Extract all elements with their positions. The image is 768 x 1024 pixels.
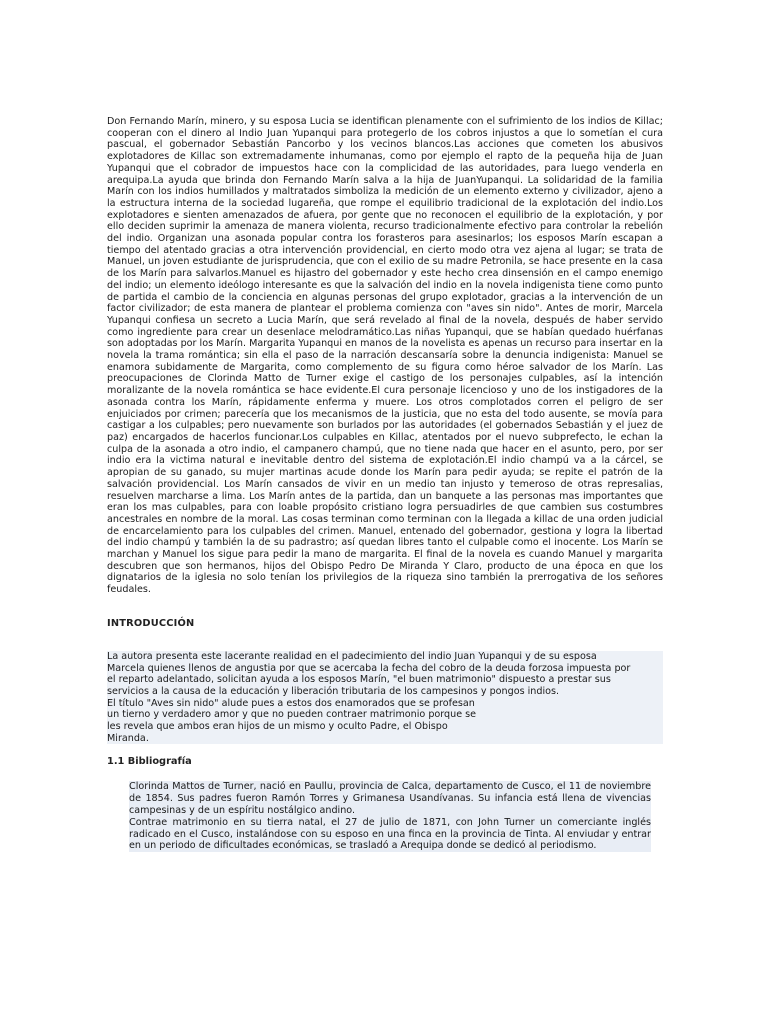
intro-line: Marcela quienes llenos de angustia por que se acercaba la fecha del cobro de la deuda forzosa impuesta por [107, 662, 631, 674]
intro-line: La autora presenta este lacerante realidad en el padecimiento del indio Juan Yupanqui y de su esposa [107, 650, 597, 662]
bibliography-heading: 1.1 Bibliografía [107, 756, 192, 768]
bibliography-paragraph: Contrae matrimonio en su tierra natal, el 27 de julio de 1871, con John Turner un comerciante inglés radicado en el Cusco, instalándose con su esposo en una finca en la provincia de Tinta. Al enviudar y entrar en un periodo de dificultades económicas, se trasladó a Arequipa donde se dedicó al periodismo. [129, 816, 651, 852]
intro-line: el reparto adelantado, solicitan ayuda a los esposos Marín, "el buen matrimonio" dispuesto a prestar sus [107, 674, 611, 686]
bibliography-paragraph: Clorinda Mattos de Turner, nació en Paullu, provincia de Calca, departamento de Cusco, el 11 de noviembre de 1854. Sus padres fueron Ramón Torres y Grimanesa Usandívanas. Su infancia está llena de vivencias campesinas y de un espíritu nostálgico andino. [129, 781, 651, 817]
intro-heading: INTRODUCCIÓN [107, 617, 195, 629]
intro-paragraph [107, 651, 663, 745]
main-paragraph: Don Fernando Marín, minero, y su esposa Lucia se identifican plenamente con el sufrimiento de los indios de Killac; cooperan con el dinero al Indio Juan Yupanqui para protegerlo de los cobros injustos a que lo sometían el cura pascual, el gobernador Sebastián Pancorbo y los vecinos blancos.Las acciones que cometen los abusivos explotadores de Killac son extremadamente inhumanas, como por ejemplo el rapto de la pequeña hija de Juan Yupanqui que el cobrador de impuestos hace con la complicidad de las autoridades, para luego venderla en arequipa.La ayuda que brinda don Fernando Marín salva a la hija de JuanYupanqui. La solidaridad de la familia Marín con los indios humillados y maltratados simboliza la medición de un elemento externo y civilizador, ajeno a la estructura interna de la sociedad lugareña, que rompe el equilibrio tradicional de la explotación del indio.Los explotadores e sienten amenazados de afuera, por gente que no reconocen el equilibrio de la explotación, y por ello deciden suprimir la amenaza de manera violenta, recurso tradicionalmente efectivo para controlar la rebelión del indio. Organizan una asonada popular contra los forasteros para asesinarlos; los esposos Marín escapan a tiempo del atentado gracias a otra intervención providencial, en cierto modo otra vez ajena al lugar; se trata de Manuel, un joven estudiante de jurisprudencia, que con el exilio de su madre Petronila, se hace presente en la casa de los Marín para salvarlos.Manuel es hijastro del gobernador y este hecho crea dinsensión en el campo enemigo del indio; un elemento ideólogo interesante es que la salvación del indio en la novela indigenista tiene como punto de partida el cambio de la conciencia en algunas personas del grupo explotador, gracias a la intervención de un factor civilizador; de esta manera de plantear el problema comienza con "aves sin nido". Antes de morir, Marcela Yupanqui confiesa un secreto a Lucia Marín, que será revelado al final de la novela, después de haber servido como ingrediente para crear un desenlace melodramático.Las niñas Yupanqui, que se habían quedado huérfanas son adoptadas por los Marín. Margarita Yupanqui en manos de la novelista es apenas un recurso para insertar en la novela la trama romántica; sin ella el paso de la narración descansaría sobre la denuncia indigenista: Manuel se enamora subidamente de Margarita, como complemento de su figura como héroe salvador de los Marín. Las preocupaciones de Clorinda Matto de Turner exige el castigo de los personajes culpables, así la intención moralizante de la novela romántica se hace evidente.El cura personaje licencioso y uno de los instigadores de la asonada contra los Marín, rápidamente enferma y muere. Los otros complotados corren el peligro de ser enjuiciados por crimen; parecería que los mecanismos de la justicia, que no esta del todo ausente, se movía para castigar a los culpables; pero nuevamente son burlados por las autoridades (el gobernados Sebastián y el juez de paz) encargados de hacerlos funcionar.Los culpables en Killac, atentados por el nuevo subprefecto, le echan la culpa de la asonada a otro indio, el campanero champú, que no tiene nada que hacer en el asunto, pero, por ser indio era la victima natural e inevitable dentro del sistema de explotación.El indio champú va a la cárcel, se apropian de su ganado, su mujer martinas acude donde los Marín para pedir ayuda; se repite el patrón de la salvación providencial. Los Marín cansados de vivir en un medio tan injusto y temeroso de otras represalias, resuelven marcharse a lima. Los Marín antes de la partida, dan un banquete a las personas mas importantes que eran los mas culpables, para con loable propósito cristiano logra persuadirles de que cambien sus costumbres ancestrales en nombre de la moral. Las cosas terminan como terminan con la llegada a killac de una orden judicial de encarcelamiento para los culpables del crimen. Manuel, entenado del gobernador, gestiona y logra la libertad del indio champú y también la de su padrastro; así quedan libres tanto el culpable como el inocente. Los Marín se marchan y Manuel los sigue para pedir la mano de margarita. El final de la novela es cuando Manuel y margarita descubren que son hermanos, hijos del Obispo Pedro De Miranda Y Claro, producto de una época en que los dignatarios de la iglesia no solo tenían los privilegios de la riqueza sino también la prerrogativa de los señores feudales. [107, 116, 664, 596]
intro-line: un tierno y verdadero amor y que no pueden contraer matrimonio porque se [107, 709, 477, 721]
document-page [107, 116, 663, 852]
intro-line: servicios a la causa de la educación y liberación tributaria de los campesinos y pongos indios. [107, 685, 560, 697]
intro-line: les revela que ambos eran hijos de un mismo y oculto Padre, el Obispo [107, 721, 448, 733]
intro-line: Miranda. [107, 732, 149, 744]
intro-line: El título "Aves sin nido" alude pues a estos dos enamorados que se profesan [107, 697, 475, 709]
bibliography-text [129, 781, 651, 852]
